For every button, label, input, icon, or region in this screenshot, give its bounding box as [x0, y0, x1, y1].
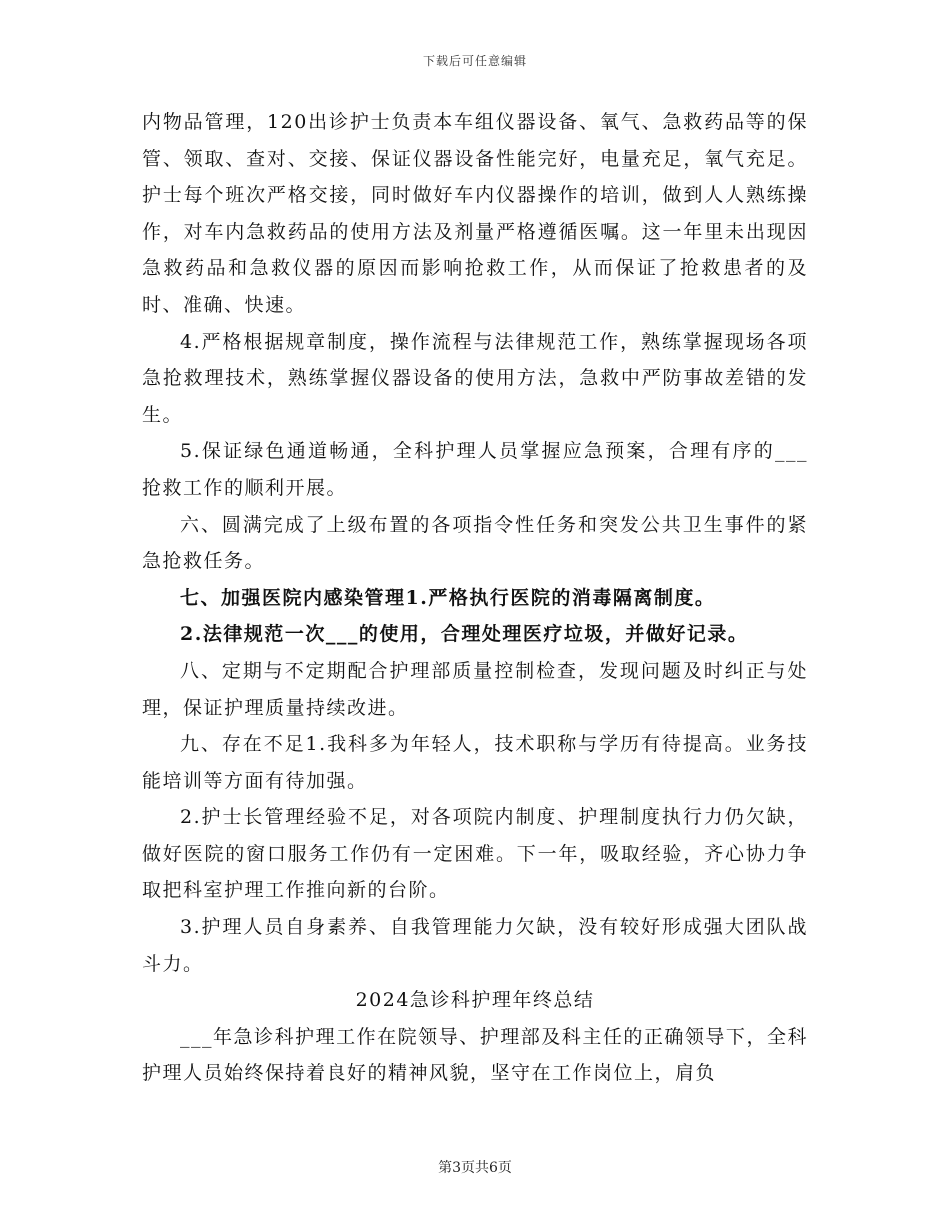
page-footer: 第3页共6页 — [438, 1160, 512, 1176]
paragraph-section-9-item-3: 3.护理人员自身素养、自我管理能力欠缺，没有较好形成强大团队战斗力。 — [142, 916, 808, 975]
paragraph-item-4: 4.严格根据规章制度，操作流程与法律规范工作，熟练掌握现场各项急抢救理技术，熟练掌握仪器设备的使用方法，急救中严防事故差错的发生。 — [142, 330, 808, 426]
document-title: 2024急诊科护理年终总结 — [355, 989, 595, 1012]
document-body — [142, 104, 808, 1092]
page-header: 下载后可任意编辑 — [422, 54, 527, 68]
paragraph-section-7: 七、加强医院内感染管理1.严格执行医院的消毒隔离制度。 — [180, 586, 716, 609]
paragraph-item-5: 5.保证绿色通道畅通，全科护理人员掌握应急预案，合理有序的___抢救工作的顺利开展。 — [142, 440, 808, 499]
paragraph-section-6: 六、圆满完成了上级布置的各项指令性任务和突发公共卫生事件的紧急抢救任务。 — [142, 513, 808, 573]
paragraph-vehicle-management: 内物品管理，120出诊护士负责本车组仪器设备、氧气、急救药品等的保管、领取、查对、交接、保证仪器设备性能完好，电量充足，氧气充足。护士每个班次严格交接，同时做好车内仪器操作的培训，做到人人熟练操作，对车内急救药品的使用方法及剂量严格遵循医嘱。这一年里未出现因急救药品和急救仪器的原因而影响抢救工作，从而保证了抢救患者的及时、准确、快速。 — [142, 111, 808, 316]
paragraph-section-8: 八、定期与不定期配合护理部质量控制检查，发现问题及时纠正与处理，保证护理质量持续改进。 — [142, 659, 808, 719]
paragraph-summary-intro: ___年急诊科护理工作在院领导、护理部及科主任的正确领导下，全科护理人员始终保持着良好的精神风貌，坚守在工作岗位上，肩负 — [142, 1025, 808, 1085]
paragraph-section-9: 九、存在不足1.我科多为年轻人，技术职称与学历有待提高。业务技能培训等方面有待加强。 — [142, 733, 808, 792]
paragraph-section-9-item-2: 2.护士长管理经验不足，对各项院内制度、护理制度执行力仍欠缺，做好医院的窗口服务工作仍有一定困难。下一年，吸取经验，齐心协力争取把科室护理工作推向新的台阶。 — [142, 806, 808, 902]
paragraph-section-7-item-2: 2.法律规范一次___的使用，合理处理医疗垃圾，并做好记录。 — [180, 623, 749, 646]
